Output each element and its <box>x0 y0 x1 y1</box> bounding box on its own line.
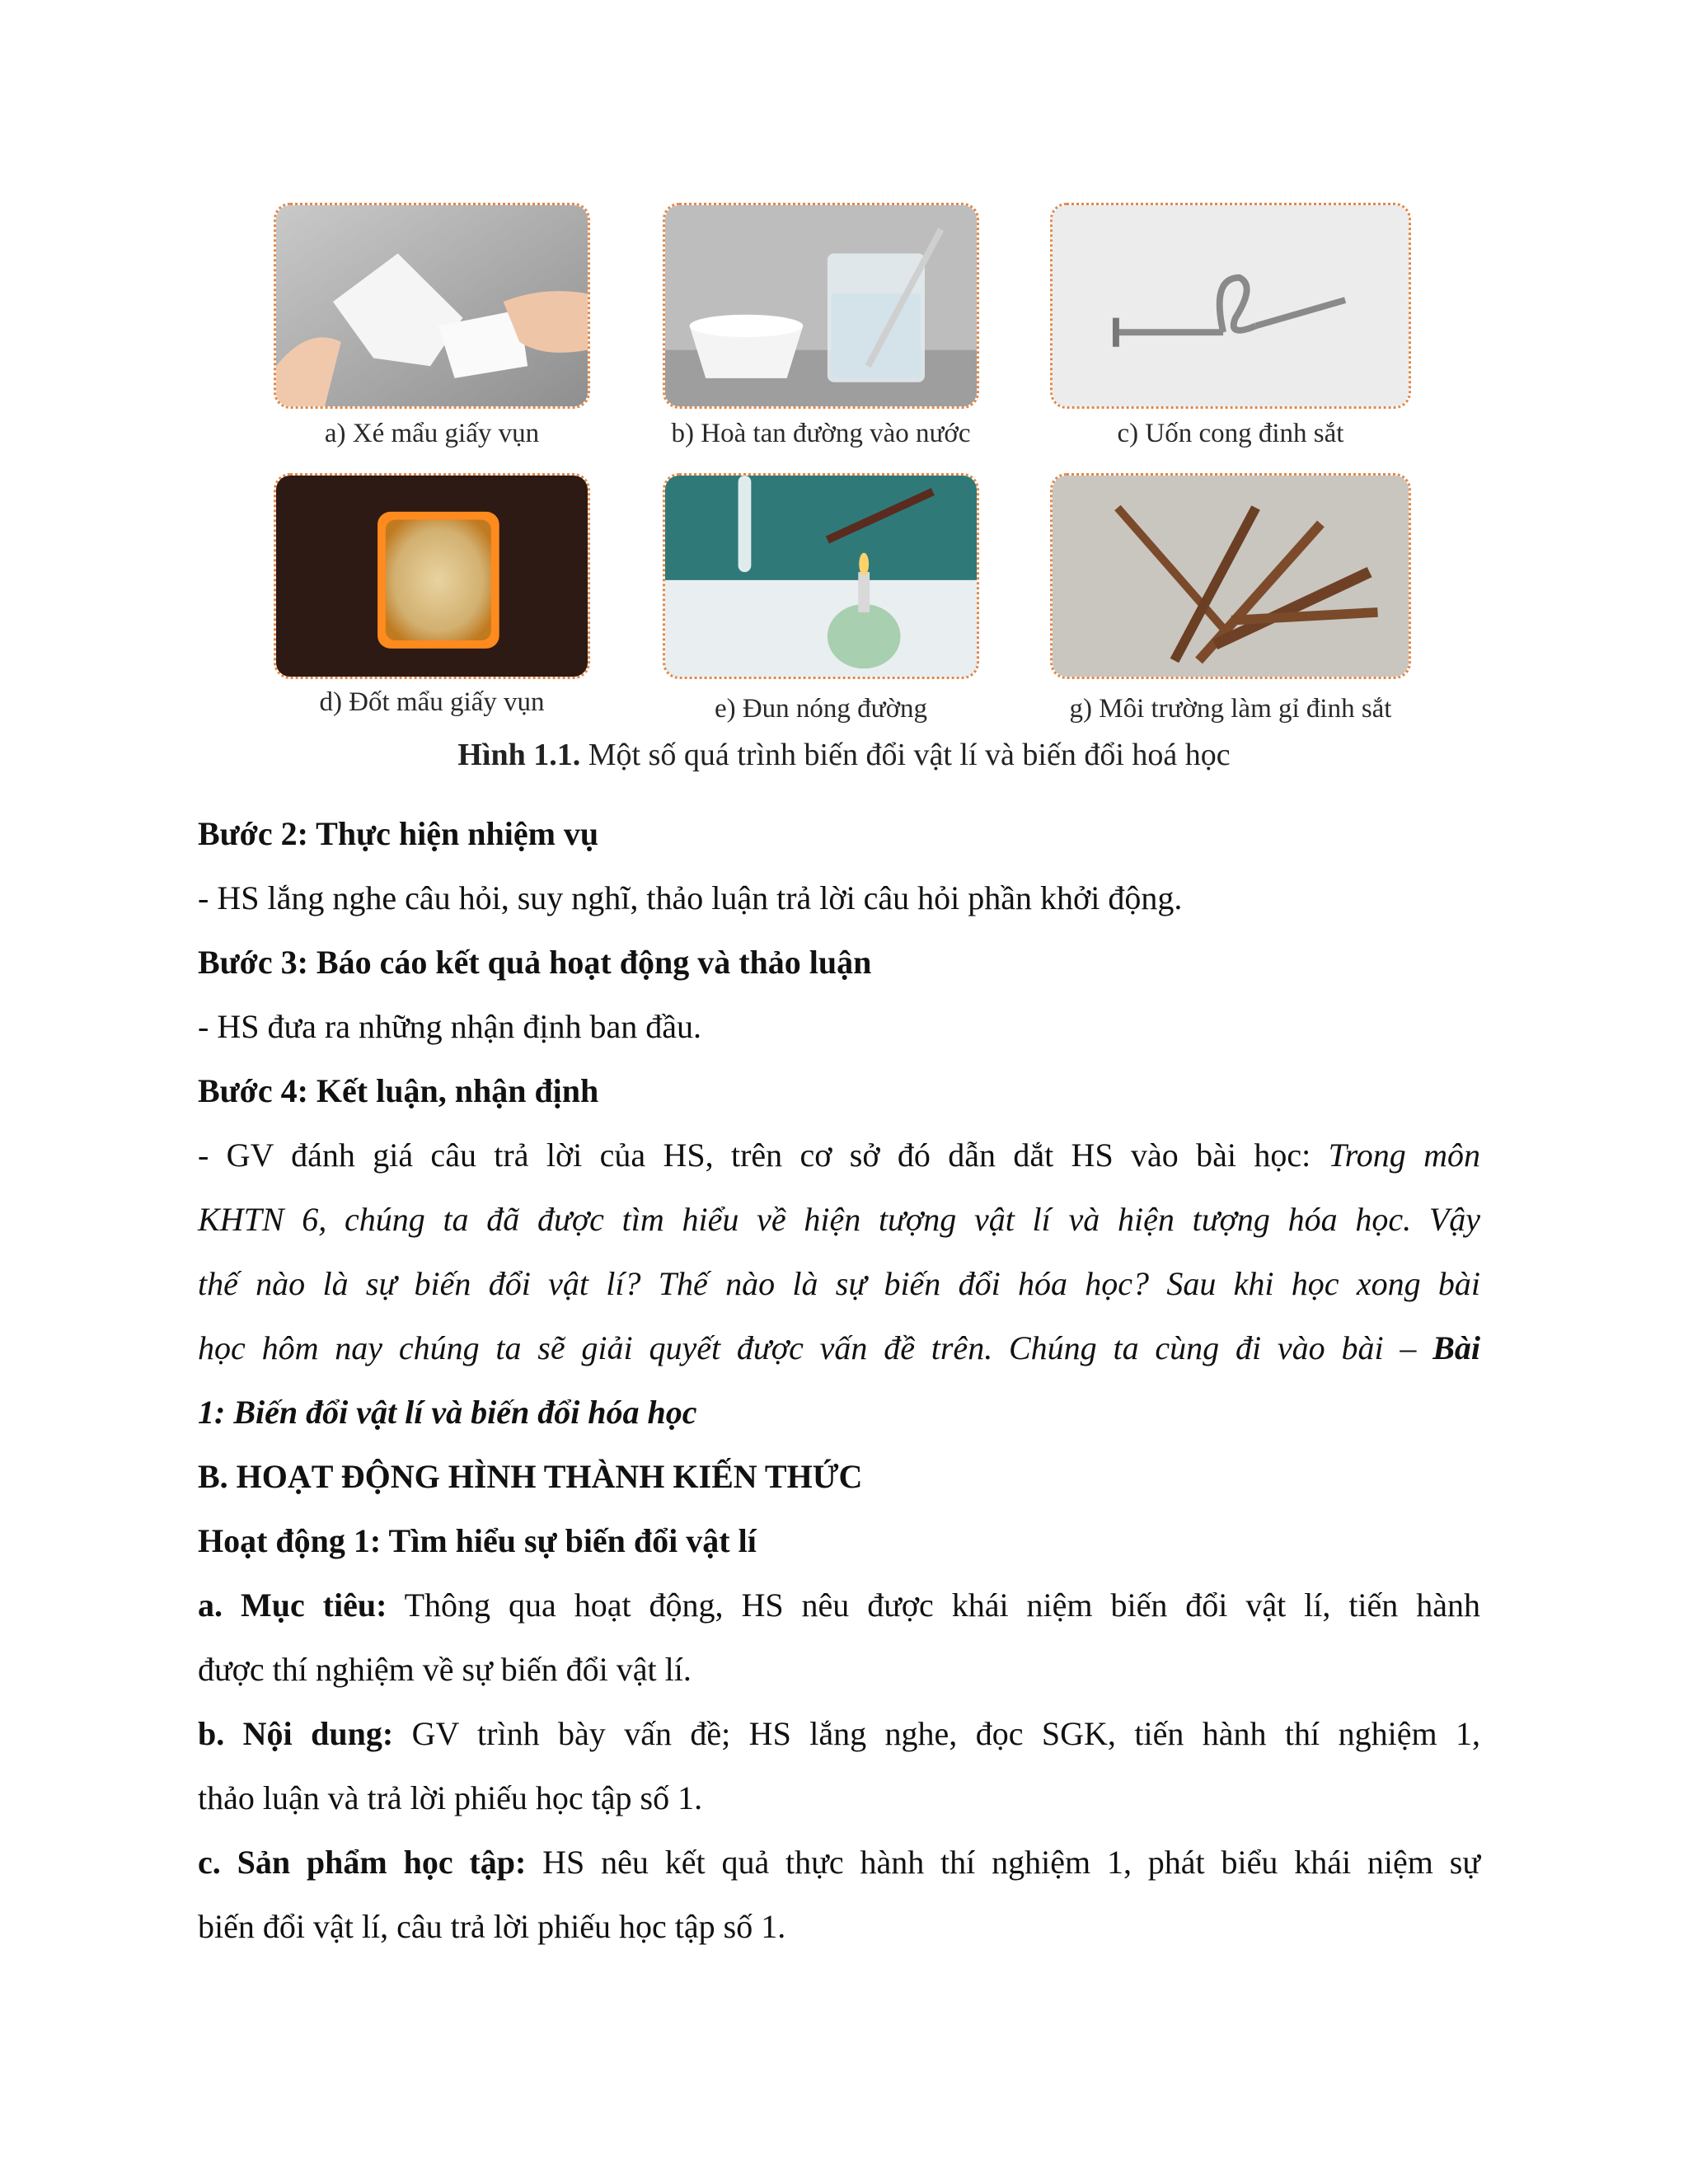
objective-line-2: được thí nghiệm về sự biến đổi vật lí. <box>198 1651 692 1688</box>
content-line-2: thảo luận và trả lời phiếu học tập số 1. <box>198 1779 703 1816</box>
figure-title-label: Hình 1.1. <box>457 738 581 772</box>
caption-d: d) Đốt mẩu giấy vụn <box>319 687 545 717</box>
photo-tearing-paper <box>274 203 590 409</box>
caption-a: a) Xé mẩu giấy vụn <box>324 419 540 448</box>
step4-line-4 <box>198 1329 1480 1368</box>
step4-line-3 <box>198 1264 1480 1304</box>
caption-g: g) Môi trường làm gỉ đinh sắt <box>1069 694 1392 724</box>
photo-heating-sugar <box>663 473 979 679</box>
caption-c: c) Uốn cong đinh sắt <box>1117 419 1344 448</box>
product-line-1 <box>198 1843 1480 1882</box>
photo-burning-paper <box>274 473 590 679</box>
figure-title-text: Một số quá trình biến đổi vật lí và biến đổi hoá học <box>580 738 1231 772</box>
step4-line-5 <box>198 1393 697 1432</box>
photo-dissolving-sugar <box>663 203 979 409</box>
step2-heading: Bước 2: Thực hiện nhiệm vụ <box>198 815 599 852</box>
objective-label: a. Mục tiêu: <box>198 1586 387 1624</box>
step4-line-2-text: KHTN 6, chúng ta đã được tìm hiểu về hiện tượng vật lí và hiện tượng hóa học. Vậy <box>198 1201 1480 1238</box>
photo-bending-nail <box>1050 203 1411 409</box>
photo-rusted-nails <box>1050 473 1411 679</box>
step4-heading: Bước 4: Kết luận, nhận định <box>198 1072 599 1109</box>
step4-line-1-plain: - GV đánh giá câu trả lời của HS, trên cơ sở đó dẫn dắt HS vào bài học: <box>198 1137 1329 1174</box>
activity-1-heading: Hoạt động 1: Tìm hiểu sự biến đổi vật lí <box>198 1522 757 1559</box>
step2-text: - HS lắng nghe câu hỏi, suy nghĩ, thảo luận trả lời câu hỏi phần khởi động. <box>198 879 1183 916</box>
step4-line-1 <box>198 1136 1480 1175</box>
caption-b: b) Hoà tan đường vào nước <box>671 419 971 448</box>
product-label: c. Sản phẩm học tập: <box>198 1844 527 1881</box>
product-line-2: biến đổi vật lí, câu trả lời phiếu học tập số 1. <box>198 1908 786 1945</box>
content-label: b. Nội dung: <box>198 1715 394 1752</box>
step4-line-5-bold: 1: Biến đổi vật lí và biến đổi hóa học <box>198 1394 697 1431</box>
product-text: HS nêu kết quả thực hành thí nghiệm 1, phát biểu khái niệm sự <box>526 1844 1480 1881</box>
step3-text: - HS đưa ra những nhận định ban đầu. <box>198 1008 702 1045</box>
figure-title <box>457 737 1230 773</box>
objective-text: Thông qua hoạt động, HS nêu được khái niệm biến đổi vật lí, tiến hành <box>387 1586 1480 1624</box>
step4-line-3-text: thế nào là sự biến đổi vật lí? Thế nào là sự biến đổi hóa học? Sau khi học xong bài <box>198 1265 1480 1302</box>
caption-e: e) Đun nóng đường <box>714 694 928 724</box>
step4-line-1-italic: Trong môn <box>1328 1137 1480 1174</box>
content-line-1 <box>198 1714 1480 1754</box>
objective-line-1 <box>198 1586 1480 1625</box>
step4-line-2 <box>198 1200 1480 1240</box>
section-b-heading: B. HOẠT ĐỘNG HÌNH THÀNH KIẾN THỨC <box>198 1458 863 1495</box>
step4-line-4-italic: học hôm nay chúng ta sẽ giải quyết được vấn đề trên. Chúng ta cùng đi vào bài – <box>198 1329 1433 1366</box>
step3-heading: Bước 3: Báo cáo kết quả hoạt động và thảo luận <box>198 944 872 981</box>
step4-line-4-bold: Bài <box>1432 1329 1480 1366</box>
content-text: GV trình bày vấn đề; HS lắng nghe, đọc SGK, tiến hành thí nghiệm 1, <box>393 1715 1480 1752</box>
